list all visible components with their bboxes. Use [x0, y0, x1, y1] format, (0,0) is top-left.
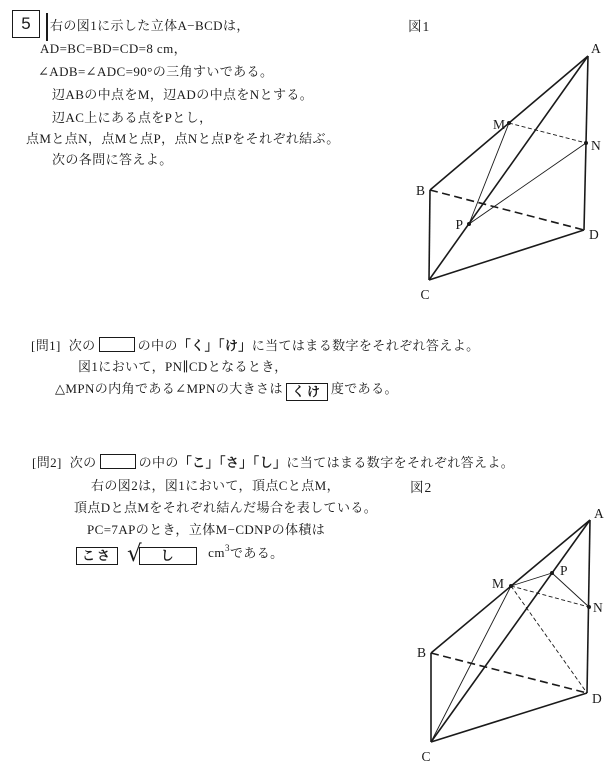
fig1-edge-BD [430, 190, 584, 230]
fig2-label-A: A [594, 506, 604, 521]
intro-line-1: 右の図1に示した立体A−BCDは， [50, 18, 250, 33]
q1-line-2: 図1において，PN∥CDとなるとき， [78, 359, 288, 374]
problem-number-box [12, 10, 40, 38]
q1-tag: [問1] [31, 338, 61, 353]
q1-line-1 [31, 337, 480, 354]
fig2-label-B: B [416, 645, 426, 660]
intro-line-4: 辺ABの中点をM，辺ADの中点をNとする。 [52, 87, 314, 102]
q1-line3-pre: △MPNの内角である∠MPNの大きさは [55, 381, 283, 396]
fig1-label: 図1 [408, 19, 431, 34]
intro-line-5: 辺AC上にある点をPとし， [52, 110, 213, 125]
q2-unit [208, 545, 230, 560]
fig1-label-B: B [415, 183, 425, 198]
q2-tag: [問2] [32, 455, 62, 470]
q1-line1-post: に当てはまる数字をそれぞれ答えよ。 [251, 338, 480, 353]
fig2-seg-MC [431, 586, 511, 742]
fig2-label-C: C [421, 749, 431, 764]
q2-line1-kana: 「こ」「さ」「し」 [178, 455, 287, 470]
fig2-label-N: N [593, 600, 603, 615]
intro-line-2: AD=BC=BD=CD=8 cm， [40, 41, 187, 56]
fig2-edge-AC [431, 520, 590, 742]
fig1-edge-CD [429, 230, 584, 280]
q2-line1-pre: 次の [69, 455, 97, 470]
fig1-diagram [395, 33, 615, 305]
fig1-point-N [584, 141, 588, 145]
q1-line1-kana: 「く」「け」 [177, 338, 252, 353]
fig2-label-D: D [592, 691, 602, 706]
q1-line1-pre: 次の [68, 338, 96, 353]
fig1-edge-BC [429, 190, 430, 280]
q2-line1-between: の中の [138, 455, 179, 470]
fig2-point-N [587, 605, 591, 609]
fig1-label-N: N [591, 138, 601, 153]
q2-unit-cm: cm [208, 545, 225, 561]
fig1-label-P: P [455, 217, 463, 232]
fig1-seg-MN [509, 123, 586, 143]
fig2-label-P: P [560, 563, 568, 578]
q1-blank-box [99, 337, 135, 352]
intro-line-3: ∠ADB=∠ADC=90°の三角すいである。 [38, 64, 274, 79]
fig2-edge-BD [431, 653, 587, 693]
fig1-label-M: M [492, 117, 505, 132]
fig1-edge-AC [429, 56, 588, 280]
fig2-diagram [395, 505, 615, 765]
fig1-point-P [467, 222, 471, 226]
q2-blank-box [100, 454, 136, 469]
fig1-label-C: C [420, 287, 430, 302]
fig1-seg-NP [469, 143, 586, 224]
q2-unit-exponent: 3 [224, 543, 230, 553]
q2-line-4: PC=7APのとき，立体M−CDNPの体積は [87, 522, 326, 537]
q2-line-3: 頂点Dと点Mをそれぞれ結んだ場合を表している。 [74, 500, 378, 515]
fig2-point-M [509, 584, 513, 588]
q2-line-5 [76, 541, 284, 568]
q1-line3-post: 度である。 [330, 381, 398, 396]
radical-sign: √ [127, 541, 143, 568]
q2-line1-post: に当てはまる数字をそれぞれ答えよ。 [286, 455, 515, 470]
intro-line-7: 次の各問に答えよ。 [52, 152, 173, 167]
q2-answer-box-2: し [139, 547, 197, 565]
intro-line-6: 点Mと点N，点Mと点P，点Nと点Pをそれぞれ結ぶ。 [26, 131, 340, 146]
fig2-point-P [550, 571, 554, 575]
fig2-seg-MP [511, 573, 552, 586]
q2-suffix: である。 [229, 545, 284, 561]
q2-answer-box-1: こさ [76, 547, 118, 565]
q1-line1-between: の中の [137, 338, 178, 353]
q2-line-1 [32, 454, 514, 471]
fig1-label-A: A [591, 41, 601, 56]
q1-answer-box: くけ [286, 383, 328, 401]
fig2-label: 図2 [410, 480, 433, 495]
fig1-label-D: D [589, 227, 599, 242]
fig2-edge-CD [431, 693, 587, 742]
q2-line-2: 右の図2は，図1において，頂点Cと点M， [91, 478, 340, 493]
fig2-label-M: M [491, 576, 504, 591]
problem-number: 5 [21, 14, 31, 33]
q1-line-3 [55, 380, 398, 401]
separator-tick [46, 13, 48, 41]
fig1-point-M [507, 121, 511, 125]
